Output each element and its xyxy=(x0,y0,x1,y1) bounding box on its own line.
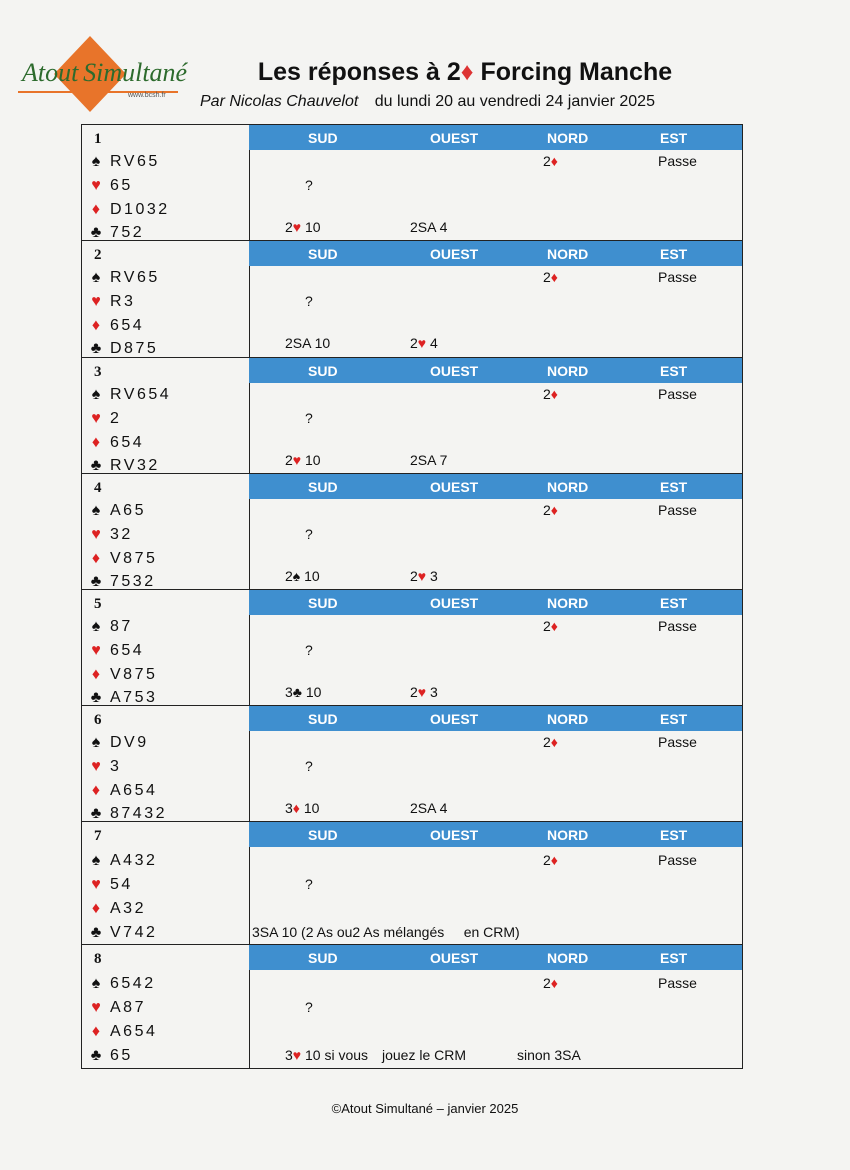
deal-row xyxy=(82,706,742,822)
column-est: EST xyxy=(660,130,688,146)
column-nord: NORD xyxy=(547,827,589,843)
cards: A87 xyxy=(110,999,146,1016)
deal-row xyxy=(82,125,742,241)
column-est: EST xyxy=(660,479,688,495)
diamond-suit-icon: ♦ xyxy=(460,58,474,86)
cards: 654 xyxy=(110,317,145,334)
club-suit-icon: ♣ xyxy=(90,924,102,941)
heart-suit-icon: ♥ xyxy=(91,642,101,659)
est-bid: Passe xyxy=(658,269,697,285)
heart-holding xyxy=(88,410,121,428)
auction-header xyxy=(249,822,742,847)
deal-number: 1 xyxy=(94,131,102,147)
sud-question: ? xyxy=(305,293,313,309)
answer-text: 2SA 4 xyxy=(410,800,448,816)
diamond-holding xyxy=(88,666,157,684)
sud-question: ? xyxy=(305,410,313,426)
footer-copyright: ©Atout Simultané – janvier 2025 xyxy=(331,1101,519,1116)
est-bid: Passe xyxy=(658,386,697,402)
club-holding xyxy=(88,457,160,475)
answer-text: 2SA 4 xyxy=(410,219,448,235)
spade-holding xyxy=(88,269,160,287)
deal-number: 5 xyxy=(94,596,102,612)
cards: RV32 xyxy=(110,457,160,474)
column-sud: SUD xyxy=(308,479,338,495)
spade-suit-icon: ♠ xyxy=(91,734,101,751)
nord-bid: 2♦ xyxy=(543,153,558,169)
cards: 2 xyxy=(110,410,122,427)
auction-header xyxy=(249,706,742,731)
diamond-suit-icon: ♦ xyxy=(550,153,558,169)
diamond-suit-icon: ♦ xyxy=(91,550,101,567)
cards: 87432 xyxy=(110,805,167,822)
diamond-suit-icon: ♦ xyxy=(91,317,101,334)
club-suit-icon: ♣ xyxy=(90,1047,102,1064)
est-bid: Passe xyxy=(658,502,697,518)
diamond-suit-icon: ♦ xyxy=(550,734,558,750)
spade-suit-icon: ♠ xyxy=(292,568,301,584)
sud-question: ? xyxy=(305,642,313,658)
nord-bid: 2♦ xyxy=(543,852,558,868)
cards: A65 xyxy=(110,502,146,519)
spade-suit-icon: ♠ xyxy=(91,618,101,635)
diamond-holding xyxy=(88,201,170,219)
cards: 3 xyxy=(110,758,122,775)
heart-holding xyxy=(88,642,144,660)
column-nord: NORD xyxy=(547,246,589,262)
column-sud: SUD xyxy=(308,711,338,727)
column-est: EST xyxy=(660,711,688,727)
column-sud: SUD xyxy=(308,363,338,379)
nord-bid: 2♦ xyxy=(543,618,558,634)
diamond-suit-icon: ♦ xyxy=(550,269,558,285)
cards: A432 xyxy=(110,852,158,869)
nord-bid: 2♦ xyxy=(543,502,558,518)
diamond-suit-icon: ♦ xyxy=(91,434,101,451)
club-suit-icon: ♣ xyxy=(90,457,102,474)
date-range: du lundi 20 au vendredi 24 janvier 2025 xyxy=(374,93,655,110)
deal-row xyxy=(82,358,742,474)
cards: D875 xyxy=(110,340,159,357)
cards: DV9 xyxy=(110,734,149,751)
column-est: EST xyxy=(660,363,688,379)
cards: V875 xyxy=(110,550,158,567)
diamond-suit-icon: ♦ xyxy=(550,975,558,991)
heart-holding xyxy=(88,876,133,894)
column-ouest: OUEST xyxy=(430,711,479,727)
cards: 654 xyxy=(110,642,145,659)
heart-holding xyxy=(88,526,133,544)
column-ouest: OUEST xyxy=(430,950,479,966)
diamond-suit-icon: ♦ xyxy=(91,666,101,683)
club-suit-icon: ♣ xyxy=(90,224,102,241)
cards: 752 xyxy=(110,224,145,241)
diamond-holding xyxy=(88,900,146,918)
cards: 87 xyxy=(110,618,133,635)
diamond-holding xyxy=(88,317,144,335)
hand-cell xyxy=(82,945,250,1068)
club-holding xyxy=(88,340,158,358)
answer-text: 2SA 10 xyxy=(285,335,331,351)
answer-text: 2♥ 10 xyxy=(285,452,321,468)
spade-holding xyxy=(88,618,133,636)
heart-suit-icon: ♥ xyxy=(91,526,101,543)
hand-cell xyxy=(82,822,250,944)
column-nord: NORD xyxy=(547,363,589,379)
club-holding xyxy=(88,924,157,942)
answer-text: sinon 3SA xyxy=(517,1047,581,1063)
sud-question: ? xyxy=(305,526,313,542)
spade-holding xyxy=(88,386,171,404)
auction-header xyxy=(249,474,742,499)
column-ouest: OUEST xyxy=(430,130,479,146)
hand-cell xyxy=(82,474,250,589)
heart-suit-icon: ♥ xyxy=(417,568,427,584)
heart-suit-icon: ♥ xyxy=(292,1047,302,1063)
heart-suit-icon: ♥ xyxy=(91,876,101,893)
column-ouest: OUEST xyxy=(430,479,479,495)
heart-holding xyxy=(88,293,135,311)
cards: A654 xyxy=(110,1023,158,1040)
club-suit-icon: ♣ xyxy=(90,573,102,590)
club-suit-icon: ♣ xyxy=(292,684,302,700)
column-ouest: OUEST xyxy=(430,246,479,262)
author: Par Nicolas Chauvelot xyxy=(200,93,359,110)
hand-cell xyxy=(82,125,250,240)
answer-text: 2♠ 10 xyxy=(285,568,320,584)
spade-holding xyxy=(88,502,146,520)
answer-text: 2♥ 4 xyxy=(410,335,438,351)
column-sud: SUD xyxy=(308,246,338,262)
spade-holding xyxy=(88,734,149,752)
sud-question: ? xyxy=(305,177,313,193)
nord-bid: 2♦ xyxy=(543,975,558,991)
deals-grid xyxy=(81,124,743,1069)
diamond-suit-icon: ♦ xyxy=(550,852,558,868)
heart-suit-icon: ♥ xyxy=(417,684,427,700)
heart-suit-icon: ♥ xyxy=(91,999,101,1016)
cards: 32 xyxy=(110,526,133,543)
column-sud: SUD xyxy=(308,827,338,843)
deal-row xyxy=(82,474,742,590)
heart-suit-icon: ♥ xyxy=(91,758,101,775)
cards: 6542 xyxy=(110,975,156,992)
cards: RV65 xyxy=(110,153,160,170)
heart-suit-icon: ♥ xyxy=(91,177,101,194)
spade-holding xyxy=(88,975,156,993)
auction-header xyxy=(249,241,742,266)
deal-row xyxy=(82,945,742,1068)
column-sud: SUD xyxy=(308,950,338,966)
logo-text: Atout Simultané xyxy=(22,58,188,87)
column-est: EST xyxy=(660,595,688,611)
est-bid: Passe xyxy=(658,153,697,169)
sud-question: ? xyxy=(305,758,313,774)
logo-url: www.bcsh.fr xyxy=(128,92,166,99)
cards: 7532 xyxy=(110,573,156,590)
nord-bid: 2♦ xyxy=(543,269,558,285)
cards: V875 xyxy=(110,666,158,683)
cards: 65 xyxy=(110,177,133,194)
club-holding xyxy=(88,573,156,591)
cards: A753 xyxy=(110,689,158,706)
spade-suit-icon: ♠ xyxy=(91,269,101,286)
club-holding xyxy=(88,224,144,242)
column-ouest: OUEST xyxy=(430,363,479,379)
answer-text: 2♥ 3 xyxy=(410,684,438,700)
answer-text: 2SA 7 xyxy=(410,452,448,468)
cards: D1032 xyxy=(110,201,170,218)
heart-suit-icon: ♥ xyxy=(91,293,101,310)
diamond-suit-icon: ♦ xyxy=(550,386,558,402)
hand-cell xyxy=(82,706,250,821)
diamond-suit-icon: ♦ xyxy=(292,800,300,816)
cards: 65 xyxy=(110,1047,133,1064)
diamond-suit-icon: ♦ xyxy=(91,201,101,218)
diamond-suit-icon: ♦ xyxy=(550,618,558,634)
spade-suit-icon: ♠ xyxy=(91,975,101,992)
diamond-holding xyxy=(88,782,157,800)
est-bid: Passe xyxy=(658,852,697,868)
column-sud: SUD xyxy=(308,130,338,146)
club-suit-icon: ♣ xyxy=(90,689,102,706)
auction-header xyxy=(249,358,742,383)
cards: RV654 xyxy=(110,386,172,403)
diamond-suit-icon: ♦ xyxy=(91,782,101,799)
spade-suit-icon: ♠ xyxy=(91,386,101,403)
answer-text: jouez le CRM xyxy=(382,1047,467,1063)
nord-bid: 2♦ xyxy=(543,386,558,402)
answer-text: 3♦ 10 xyxy=(285,800,320,816)
diamond-suit-icon: ♦ xyxy=(550,502,558,518)
column-ouest: OUEST xyxy=(430,827,479,843)
cards: A654 xyxy=(110,782,158,799)
sud-question: ? xyxy=(305,999,313,1015)
answer-text: 3♣ 10 xyxy=(285,684,322,700)
deal-number: 2 xyxy=(94,247,102,263)
answer-text: 3SA 10 (2 As ou2 As mélangés en CRM) xyxy=(252,924,520,940)
answer-text: 2♥ 3 xyxy=(410,568,438,584)
diamond-holding xyxy=(88,550,157,568)
hand-cell xyxy=(82,358,250,473)
diamond-suit-icon: ♦ xyxy=(91,1023,101,1040)
cards: 54 xyxy=(110,876,133,893)
column-nord: NORD xyxy=(547,479,589,495)
page-title: Les réponses à 2♦ Forcing Manche xyxy=(257,58,673,86)
answer-text: 2♥ 10 xyxy=(285,219,321,235)
hand-cell xyxy=(82,241,250,357)
heart-suit-icon: ♥ xyxy=(292,452,302,468)
deal-number: 8 xyxy=(94,951,102,967)
page-subtitle xyxy=(200,93,655,111)
deal-number: 6 xyxy=(94,712,102,728)
spade-holding xyxy=(88,153,160,171)
heart-suit-icon: ♥ xyxy=(292,219,302,235)
auction-header xyxy=(249,125,742,150)
cards: 654 xyxy=(110,434,145,451)
spade-suit-icon: ♠ xyxy=(91,502,101,519)
est-bid: Passe xyxy=(658,618,697,634)
column-nord: NORD xyxy=(547,130,589,146)
spade-holding xyxy=(88,852,157,870)
club-suit-icon: ♣ xyxy=(90,340,102,357)
est-bid: Passe xyxy=(658,975,697,991)
diamond-holding xyxy=(88,434,144,452)
heart-suit-icon: ♥ xyxy=(417,335,427,351)
sud-question: ? xyxy=(305,876,313,892)
heart-holding xyxy=(88,758,121,776)
column-nord: NORD xyxy=(547,950,589,966)
deal-number: 3 xyxy=(94,364,102,380)
diamond-suit-icon: ♦ xyxy=(91,900,101,917)
deal-row xyxy=(82,241,742,358)
club-suit-icon: ♣ xyxy=(90,805,102,822)
column-est: EST xyxy=(660,950,688,966)
club-holding xyxy=(88,805,167,823)
answer-text: 3♥ 10 si vous xyxy=(285,1047,369,1063)
club-holding xyxy=(88,689,157,707)
column-nord: NORD xyxy=(547,595,589,611)
cards: RV65 xyxy=(110,269,160,286)
cards: V742 xyxy=(110,924,158,941)
deal-row xyxy=(82,590,742,706)
deal-number: 4 xyxy=(94,480,102,496)
auction-header xyxy=(249,590,742,615)
spade-suit-icon: ♠ xyxy=(91,153,101,170)
column-est: EST xyxy=(660,246,688,262)
est-bid: Passe xyxy=(658,734,697,750)
heart-holding xyxy=(88,177,133,195)
deal-number: 7 xyxy=(94,828,102,844)
heart-suit-icon: ♥ xyxy=(91,410,101,427)
column-est: EST xyxy=(660,827,688,843)
diamond-holding xyxy=(88,1023,157,1041)
spade-suit-icon: ♠ xyxy=(91,852,101,869)
auction-header xyxy=(249,945,742,970)
nord-bid: 2♦ xyxy=(543,734,558,750)
column-nord: NORD xyxy=(547,711,589,727)
heart-holding xyxy=(88,999,146,1017)
cards: R3 xyxy=(110,293,136,310)
column-ouest: OUEST xyxy=(430,595,479,611)
hand-cell xyxy=(82,590,250,705)
column-sud: SUD xyxy=(308,595,338,611)
cards: A32 xyxy=(110,900,146,917)
club-holding xyxy=(88,1047,133,1065)
deal-row xyxy=(82,822,742,945)
